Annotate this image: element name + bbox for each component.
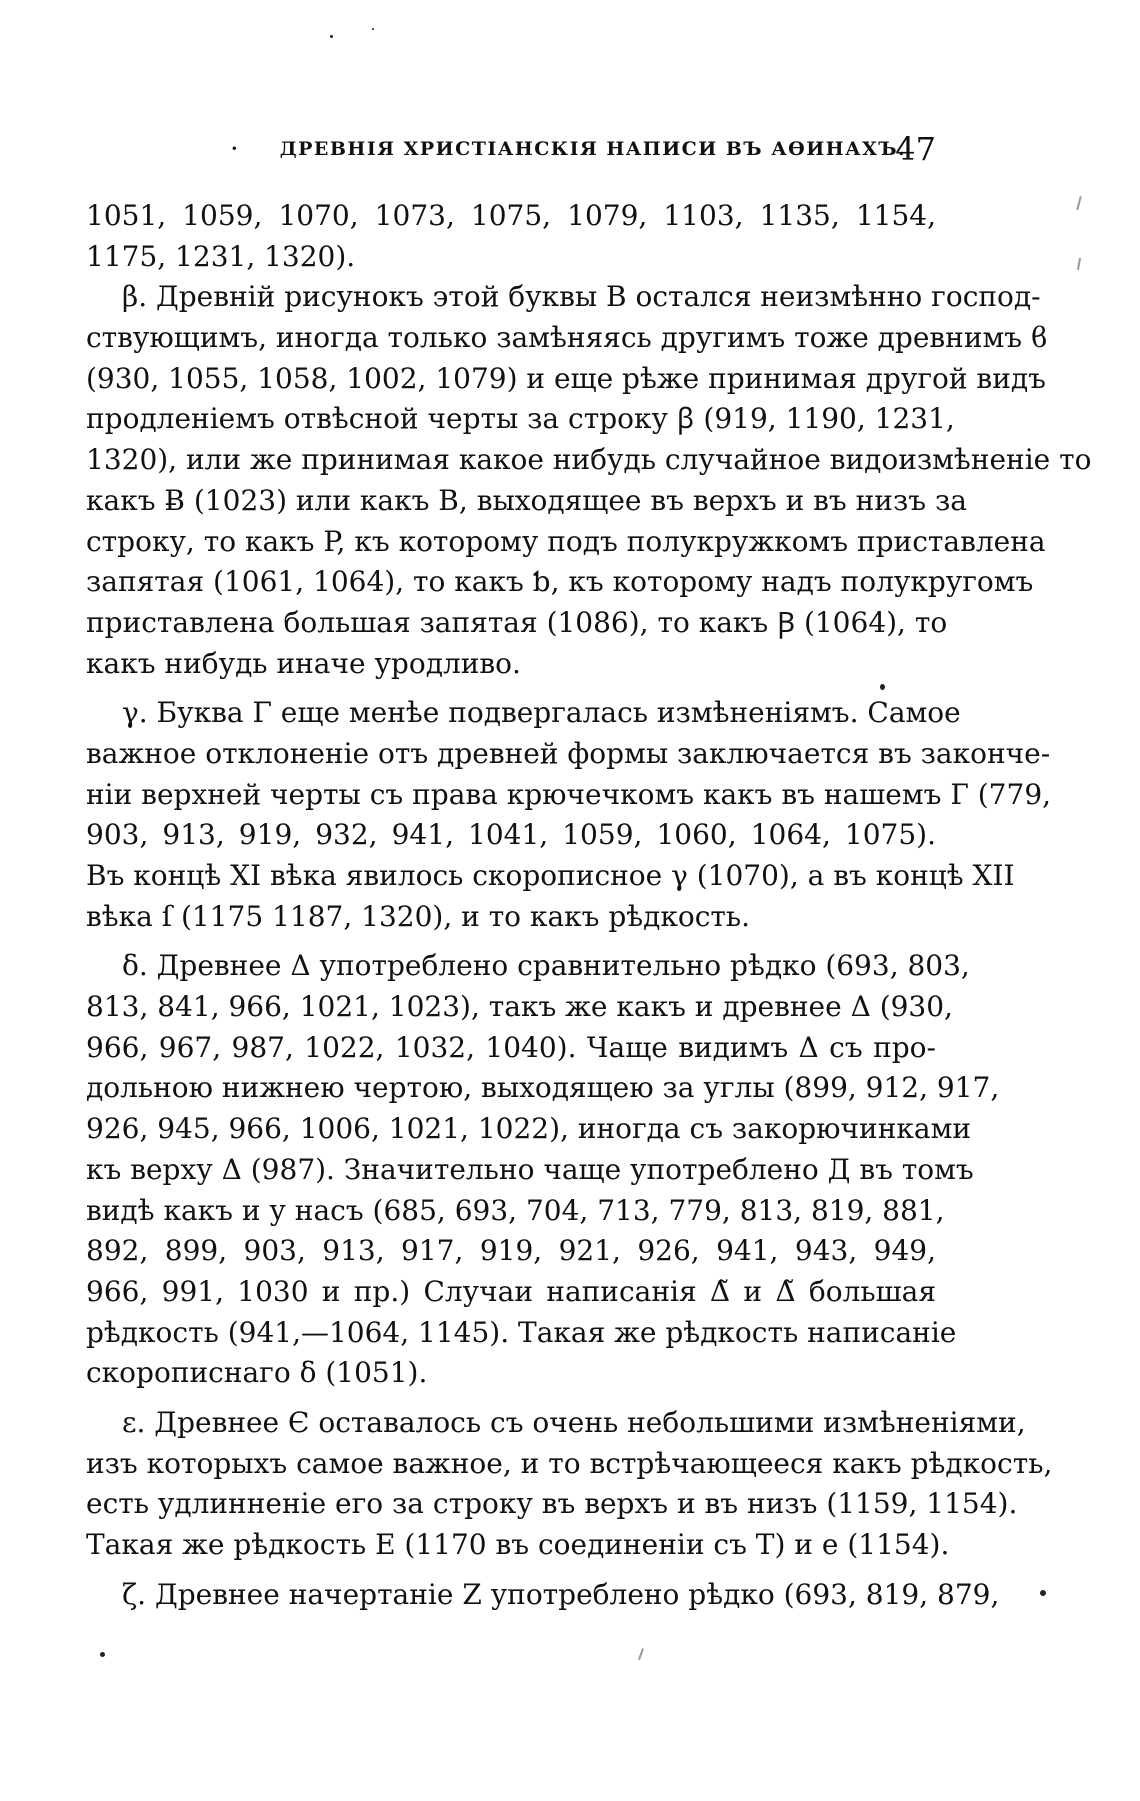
text-line: 966, 991, 1030 и пр.) Случаи написанія Δ̃ и Δ̃ большая xyxy=(86,1274,936,1308)
running-title xyxy=(231,138,906,160)
text-line: приставлена большая запятая (1086), то какъ Ꞵ (1064), то xyxy=(86,605,948,639)
page-header xyxy=(86,130,936,170)
ink-stroke xyxy=(1076,196,1081,210)
text-line: къ верху Δ (987). Значительно чаще употреблено Д въ томъ xyxy=(86,1152,974,1186)
running-title-text: ДРЕВНІЯ ХРИСТІАНСКІЯ НАПИСИ ВЪ АѲИНАХЪ. xyxy=(279,138,907,160)
ink-stroke xyxy=(638,1648,644,1660)
text-line: есть удлинненіе его за строку въ верхъ и въ низъ (1159, 1154). xyxy=(86,1487,1018,1521)
page-number: 47 xyxy=(895,130,936,168)
text-line: вѣка ſ (1175 1187, 1320), и то какъ рѣдкость. xyxy=(86,899,751,933)
text-line: Въ концѣ XI вѣка явилось скорописное γ (1070), а въ концѣ XII xyxy=(86,859,1015,892)
text-line: ніи верхней черты съ права крючечкомъ какъ въ нашемъ Г (779, xyxy=(86,777,1052,811)
text-line: какъ Ƀ (1023) или какъ B, выходящее въ верхъ и въ низъ за xyxy=(86,483,967,517)
text-line: рѣдкость (941,—1064, 1145). Такая же рѣдкость написаніе xyxy=(86,1315,957,1349)
text-line: 892, 899, 903, 913, 917, 919, 921, 926, 941, 943, 949, xyxy=(86,1234,936,1268)
ink-stroke xyxy=(1077,258,1081,270)
paragraph-gamma-start: γ. Буква Γ еще менѣе подвергалась измѣненіямъ. Самое xyxy=(122,696,961,730)
text-line: (930, 1055, 1058, 1002, 1079) и еще рѣже принимая другой видъ xyxy=(86,361,1046,395)
text-line: 926, 945, 966, 1006, 1021, 1022), иногда съ закорючинками xyxy=(86,1112,972,1146)
text-line: дольною нижнею чертою, выходящею за углы (899, 912, 917, xyxy=(86,1071,1000,1105)
ink-speck xyxy=(100,1652,105,1657)
text-line: запятая (1061, 1064), то какъ ƅ, къ которому надъ полукругомъ xyxy=(86,565,1034,599)
text-line: Такая же рѣдкость E (1170 въ соединеніи съ T) и e (1154). xyxy=(86,1528,950,1561)
paragraph-delta-start: δ. Древнее Δ употреблено сравнительно рѣдко (693, 803, xyxy=(122,949,970,983)
text-line: 813, 841, 966, 1021, 1023), такъ же какъ и древнее Δ (930, xyxy=(86,990,953,1024)
ink-speck xyxy=(372,28,374,30)
paragraph-beta-start: β. Древній рисунокъ этой буквы B остался неизмѣнно господ- xyxy=(122,280,1041,314)
paragraph-zeta-start: ζ. Древнее начертаніе Z употреблено рѣдко (693, 819, 879, xyxy=(122,1577,1000,1611)
text-line: ствующимъ, иногда только замѣняясь другимъ тоже древнимъ ϐ xyxy=(86,321,1048,355)
text-line: 1175, 1231, 1320). xyxy=(86,239,356,273)
text-line: строку, то какъ P, къ которому подъ полукружкомъ приставлена xyxy=(86,524,1046,558)
text-line: изъ которыхъ самое важное, и то встрѣчающееся какъ рѣдкость, xyxy=(86,1446,1053,1480)
header-dot: · xyxy=(231,138,240,160)
text-line: скорописнаго δ (1051). xyxy=(86,1356,428,1390)
body-text xyxy=(86,196,1092,1615)
text-line: важное отклоненіе отъ древней формы заключается въ закончe- xyxy=(86,736,1051,770)
text-line: видѣ какъ и у насъ (685, 693, 704, 713, 779, 813, 819, 881, xyxy=(86,1193,945,1227)
text-line: 1051, 1059, 1070, 1073, 1075, 1079, 1103, 1135, 1154, xyxy=(86,199,936,232)
text-line: 903, 913, 919, 932, 941, 1041, 1059, 1060, 1064, 1075). xyxy=(86,818,936,852)
paragraph-epsilon-start: ε. Древнее Є оставалось съ очень небольшими измѣненіями, xyxy=(122,1405,1026,1439)
text-line: 966, 967, 987, 1022, 1032, 1040). Чаще видимъ Δ съ про- xyxy=(86,1030,936,1064)
ink-speck xyxy=(1040,1590,1046,1596)
ink-speck xyxy=(330,35,333,38)
text-line: продленіемъ отвѣсной черты за строку ꞵ (919, 1190, 1231, xyxy=(86,402,955,436)
text-line: 1320), или же принимая какое нибудь случайное видоизмѣненіе то xyxy=(86,443,1092,477)
text-line: какъ нибудь иначе уродливо. xyxy=(86,646,521,680)
